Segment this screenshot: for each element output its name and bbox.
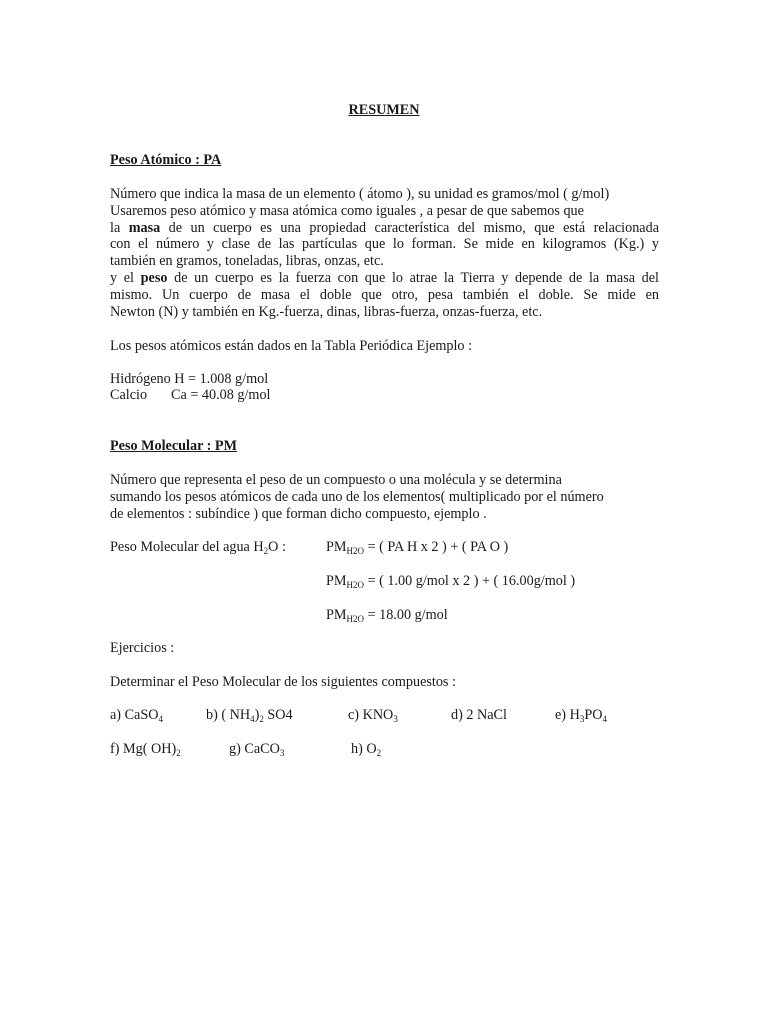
- pa-line-3-pre: la: [110, 219, 129, 236]
- pa-line-4: con el número y clase de las partículas que lo forman. Se mide en kilogramos (Kg.) y: [110, 236, 659, 253]
- equation-1: [326, 539, 508, 556]
- ejercicios-label: Ejercicios :: [110, 640, 175, 656]
- exercise-d-text: d) 2 NaCl: [451, 707, 507, 723]
- exercise-f-text: f) Mg( OH): [110, 741, 177, 757]
- pm-symbol: PM: [326, 539, 347, 555]
- example-hidrogeno: Hidrógeno H = 1.008 g/mol: [110, 371, 269, 387]
- section-heading-pa: Peso Atómico : PA: [110, 152, 222, 168]
- h2o-subscript: H2O: [346, 580, 365, 590]
- equation-1-rhs: = ( PA H x 2 ) + ( PA O ): [367, 539, 509, 555]
- exercise-f: [110, 741, 181, 758]
- exercise-d: [451, 707, 507, 724]
- pm-line-3: de elementos : subíndice ) que forman dicho compuesto, ejemplo .: [110, 506, 487, 522]
- exercise-c: [348, 707, 398, 724]
- equation-2-rhs: = ( 1.00 g/mol x 2 ) + ( 16.00g/mol ): [367, 573, 576, 589]
- exercise-f-sub: 2: [176, 748, 181, 758]
- pm-line-1: Número que representa el peso de un compuesto o una molécula y se determina: [110, 472, 562, 488]
- pa-line-3: [110, 220, 659, 237]
- exercise-b-mid: ): [254, 707, 260, 723]
- pa-line-1: Número que indica la masa de un elemento ( átomo ), su unidad es gramos/mol ( g/mol): [110, 186, 610, 202]
- exercise-h: [351, 741, 381, 758]
- page-title: RESUMEN: [348, 102, 420, 118]
- h2o-subscript: H2O: [346, 614, 365, 624]
- exercise-c-text: c) KNO: [348, 707, 394, 723]
- exercise-g-sub: 3: [279, 748, 285, 758]
- exercise-e-text: e) H: [555, 707, 580, 723]
- agua-label-text: Peso Molecular del agua H: [110, 539, 264, 555]
- exercise-g: [229, 741, 284, 758]
- tabla-periodica-text: Los pesos atómicos están dados en la Tabla Periódica Ejemplo :: [110, 338, 473, 354]
- example-calcio: [110, 387, 270, 404]
- exercise-e-sub2: 4: [602, 714, 607, 724]
- exercise-g-text: g) CaCO: [229, 741, 280, 757]
- pa-line-6-pre: y el: [110, 269, 141, 286]
- h2o-subscript: H2O: [346, 546, 365, 556]
- peso-term: peso: [140, 269, 168, 286]
- exercise-h-text: h) O: [351, 741, 377, 757]
- exercise-b-sub2: 2: [259, 714, 264, 724]
- exercise-b-sub: 4: [250, 714, 255, 724]
- pm-line-2: sumando los pesos atómicos de cada uno de los elementos( multiplicado por el número: [110, 489, 604, 505]
- pm-symbol: PM: [326, 607, 347, 623]
- equation-3-rhs: = 18.00 g/mol: [367, 607, 448, 623]
- exercise-b-post: SO4: [263, 707, 293, 723]
- exercise-e: [555, 707, 607, 724]
- pa-line-2: Usaremos peso atómico y masa atómica como iguales , a pesar de que sabemos que: [110, 202, 584, 219]
- agua-subscript: 2: [263, 546, 269, 556]
- exercise-a: [110, 707, 163, 724]
- agua-label: [110, 539, 286, 556]
- exercise-e-sub: 3: [579, 714, 585, 724]
- exercise-a-text: a) CaSO: [110, 707, 159, 723]
- exercise-c-sub: 3: [393, 714, 398, 724]
- calcio-value: Ca = 40.08 g/mol: [171, 387, 271, 403]
- pa-line-3-post: de un cuerpo es una propiedad característica del mismo, que está relacionada: [160, 219, 659, 236]
- pm-symbol: PM: [326, 573, 347, 589]
- equation-3: [326, 607, 448, 624]
- pa-line-6: [110, 270, 659, 287]
- exercise-h-sub: 2: [376, 748, 382, 758]
- pa-line-5: también en gramos, toneladas, libras, onzas, etc.: [110, 253, 384, 270]
- equation-2: [326, 573, 575, 590]
- masa-term: masa: [128, 219, 161, 236]
- exercise-e-mid: PO: [584, 707, 603, 723]
- exercise-a-sub: 4: [158, 714, 163, 724]
- pa-line-6-post: de un cuerpo es la fuerza con que lo atrae la Tierra y depende de la masa del: [167, 269, 659, 286]
- pa-line-8: Newton (N) y también en Kg.-fuerza, dinas, libras-fuerza, onzas-fuerza, etc.: [110, 303, 543, 320]
- section-heading-pm: Peso Molecular : PM: [110, 438, 237, 454]
- exercise-b: [206, 707, 293, 724]
- pa-line-7: mismo. Un cuerpo de masa el doble que otro, pesa también el doble. Se mide en: [110, 286, 659, 303]
- pa-paragraph: [110, 186, 659, 320]
- calcio-name: Calcio: [110, 387, 148, 403]
- exercise-b-text: b) ( NH: [206, 707, 251, 723]
- agua-label-o: O :: [268, 539, 286, 555]
- ejercicios-instructions: Determinar el Peso Molecular de los siguientes compuestos :: [110, 674, 456, 690]
